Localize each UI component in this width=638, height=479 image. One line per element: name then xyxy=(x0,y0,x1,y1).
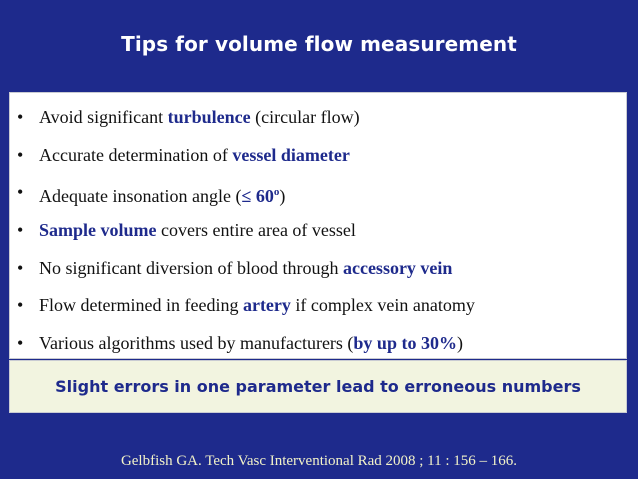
bullet-text-after: (circular flow) xyxy=(250,107,360,127)
bullet-highlight: artery xyxy=(242,295,291,316)
bullet-text: Accurate determination of xyxy=(39,144,233,165)
bullet-dot-icon: • xyxy=(17,257,24,278)
bullet-highlight: by up to 30% xyxy=(353,333,457,354)
bullet-highlight xyxy=(241,186,279,206)
bullet-dot-icon: • xyxy=(17,333,24,354)
bullet-text-after: ) xyxy=(279,186,286,207)
bullet-dot-icon: • xyxy=(17,107,24,127)
bullet-item-vessel-diameter xyxy=(10,141,628,179)
bullet-text: Various algorithms used by manufacturers ( xyxy=(39,333,354,354)
bullet-text-after: ) xyxy=(456,333,463,354)
bullet-item-sample-volume xyxy=(10,216,628,254)
bullet-dot-icon: • xyxy=(17,220,24,241)
bullet-highlight: vessel diameter xyxy=(232,144,350,165)
bullet-item-insonation-angle xyxy=(10,178,628,216)
bullet-text: No significant diversion of blood through xyxy=(39,257,343,278)
bullet-highlight: Sample volume xyxy=(39,220,157,241)
angle-value: ≤ 60 xyxy=(241,186,274,207)
bullet-text-after: if complex vein anatomy xyxy=(290,295,475,316)
bullet-text: Flow determined in feeding xyxy=(39,295,243,316)
bullet-item-turbulence xyxy=(10,103,628,141)
bullet-highlight: accessory vein xyxy=(342,257,453,278)
bullet-text: Adequate insonation angle ( xyxy=(39,186,242,207)
bullet-item-artery xyxy=(10,291,628,329)
slide-title: Tips for volume flow measurement xyxy=(121,32,517,56)
bullet-highlight: turbulence xyxy=(167,107,251,127)
bullet-dot-icon: • xyxy=(17,182,24,203)
bullet-list xyxy=(10,103,628,367)
degree-superscript: o xyxy=(273,186,280,199)
bullet-dot-icon: • xyxy=(17,295,24,316)
summary-callout: Slight errors in one parameter lead to erroneous numbers xyxy=(9,360,627,413)
bullet-dot-icon: • xyxy=(17,144,24,165)
citation-text: Gelbfish GA. Tech Vasc Interventional Rad 2008 ; 11 : 156 – 166. xyxy=(120,453,518,469)
bullet-text: Avoid significant xyxy=(39,107,168,127)
bullet-text-after: covers entire area of vessel xyxy=(156,220,356,241)
bullet-list-panel xyxy=(9,92,627,359)
bullet-item-accessory-vein xyxy=(10,254,628,292)
